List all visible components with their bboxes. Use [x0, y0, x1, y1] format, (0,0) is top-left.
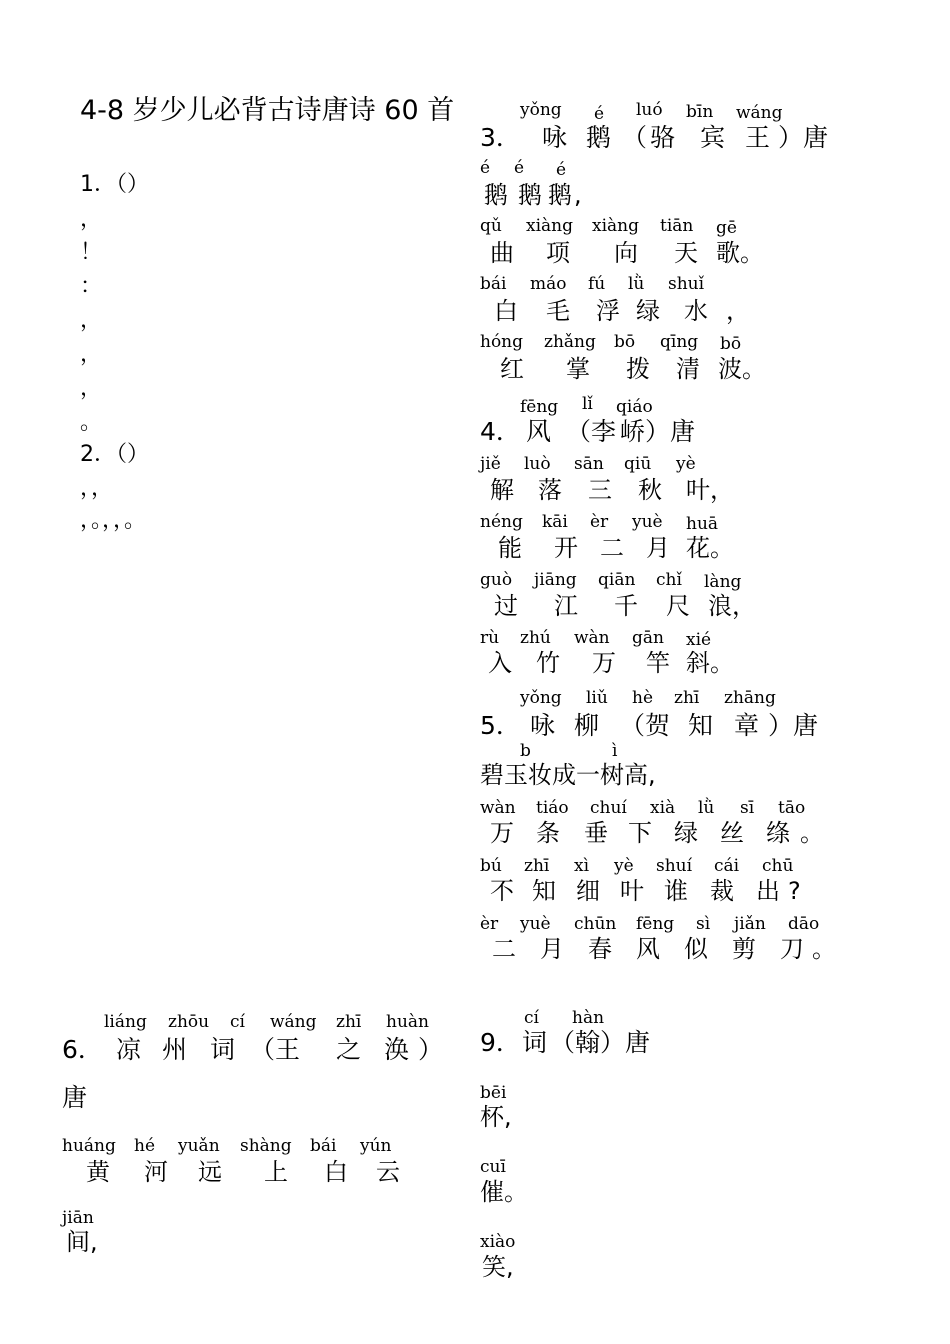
poem-char: 。	[800, 819, 824, 847]
pinyin: èr	[590, 512, 609, 532]
pinyin: gān	[632, 628, 664, 648]
poem-char: 绿	[674, 819, 698, 847]
pinyin: jiāng	[534, 570, 577, 590]
pinyin: bīn	[686, 102, 714, 122]
poem-1-line: ，	[80, 308, 103, 333]
poem-char: 千	[614, 592, 638, 620]
poem-char: 项	[546, 239, 570, 267]
poem-char: 歌。	[716, 239, 764, 267]
title-char: 骆	[650, 123, 676, 152]
pinyin: xié	[686, 630, 712, 650]
pinyin: yuè	[632, 512, 663, 532]
poem-number: 6．	[62, 1035, 103, 1064]
pinyin: zhāng	[724, 688, 776, 708]
poem-char: ，	[726, 297, 750, 325]
title-char: 章	[734, 711, 760, 740]
pinyin: bú	[480, 856, 502, 876]
title-char: ）	[418, 1035, 444, 1064]
pinyin: huā	[686, 514, 719, 534]
pinyin: cuī	[480, 1157, 506, 1177]
title-char: （王	[250, 1035, 301, 1064]
poem-char: 风	[636, 935, 660, 963]
pinyin: xiàng	[592, 216, 639, 236]
poem-char: 刀	[780, 935, 804, 963]
page-title: 4-8 岁少儿必背古诗唐诗 60 首	[80, 95, 455, 126]
pinyin: bái	[480, 274, 507, 294]
poem-char: 似	[684, 935, 708, 963]
pinyin: néng	[480, 512, 523, 532]
pinyin: shuí	[656, 856, 693, 876]
title-char: 之	[336, 1035, 362, 1064]
poem-char: 曲	[490, 239, 514, 267]
pinyin: luò	[524, 454, 551, 474]
pinyin: tiáo	[536, 798, 569, 818]
pinyin: qiáo	[616, 397, 653, 417]
pinyin: yè	[614, 856, 634, 876]
poem-char: 春	[588, 935, 612, 963]
title-char: 凉	[116, 1035, 142, 1064]
poem-char: 能	[498, 534, 522, 562]
poem-char: 裁	[710, 877, 734, 905]
poem-char: 浪，	[708, 592, 756, 620]
poem-char: 叶	[620, 877, 644, 905]
title-char: 宾	[700, 123, 726, 152]
pinyin: xiàng	[526, 216, 573, 236]
pinyin: jiǎn	[734, 914, 766, 934]
poem-char: 三	[588, 476, 612, 504]
title-char: 咏	[542, 123, 568, 152]
pinyin: yún	[360, 1136, 392, 1156]
title-char: 唐	[62, 1083, 88, 1112]
poem-char: 谁	[664, 877, 688, 905]
poem-char: 上	[264, 1158, 288, 1186]
title-char: 王	[745, 123, 771, 152]
title-char: （翰）唐	[550, 1028, 651, 1057]
pinyin: shuǐ	[668, 274, 705, 294]
poem-char: 万	[490, 819, 514, 847]
poem-2-line: ，，	[80, 476, 114, 501]
poem-number: 9．	[480, 1028, 521, 1057]
poem-char: 细	[576, 877, 600, 905]
pinyin: máo	[530, 274, 567, 294]
poem-char: 鹅	[484, 181, 508, 209]
poem-char: 。	[812, 935, 836, 963]
pinyin: zhǎng	[544, 332, 596, 352]
poem-char: 落	[538, 476, 562, 504]
pinyin: dāo	[788, 914, 820, 934]
poem-char: 知	[532, 877, 556, 905]
poem-char: 黄	[86, 1158, 110, 1186]
title-char: 峤）唐	[620, 417, 696, 446]
title-char: （李	[566, 417, 617, 446]
title-char: （	[622, 123, 648, 152]
poem-char: 二	[600, 534, 624, 562]
pinyin: rù	[480, 628, 500, 648]
pinyin: liǔ	[586, 688, 608, 708]
poem-char: 间,	[66, 1228, 98, 1256]
poem-line: 碧玉妆成一树高,	[480, 761, 656, 789]
poem-char: 月	[540, 935, 564, 963]
poem-number: 3．	[480, 123, 521, 152]
pinyin: tāo	[778, 798, 806, 818]
pinyin: ì	[612, 741, 618, 761]
poem-1-line: ，	[80, 376, 103, 401]
pinyin: sān	[574, 454, 604, 474]
pinyin: làng	[704, 572, 742, 592]
pinyin: yuǎn	[178, 1136, 220, 1156]
poem-char: 条	[536, 819, 560, 847]
pinyin: chǐ	[656, 570, 682, 590]
poem-char: 竹	[536, 649, 560, 677]
pinyin: é	[556, 160, 567, 180]
title-char: 词	[522, 1028, 548, 1057]
pinyin: chūn	[574, 914, 617, 934]
pinyin: yè	[676, 454, 696, 474]
pinyin: fēng	[520, 397, 559, 417]
pinyin: cí	[524, 1008, 539, 1028]
pinyin: zhú	[520, 628, 551, 648]
pinyin: qǔ	[480, 216, 502, 236]
poem-char: 远	[198, 1158, 222, 1186]
pinyin: zhī	[524, 856, 550, 876]
pinyin: chū	[762, 856, 794, 876]
pinyin: lǜ	[628, 274, 645, 294]
title-char: ）唐	[768, 711, 819, 740]
pinyin: kāi	[542, 512, 568, 532]
pinyin: luó	[636, 100, 663, 120]
pinyin: zhōu	[168, 1012, 210, 1032]
title-char: 风	[526, 417, 552, 446]
poem-char: 出	[756, 877, 780, 905]
pinyin: qiān	[598, 570, 636, 590]
title-char: 鹅	[586, 123, 612, 152]
pinyin: èr	[480, 914, 499, 934]
poem-char: 绿	[636, 297, 660, 325]
poem-char: 向	[614, 239, 638, 267]
pinyin: é	[514, 158, 525, 178]
pinyin: yǒng	[520, 100, 562, 120]
title-char: （贺	[620, 711, 671, 740]
poem-number: 5．	[480, 711, 521, 740]
poem-char: 解	[490, 476, 514, 504]
poem-char: ,	[574, 181, 582, 209]
pinyin: cí	[230, 1012, 245, 1032]
poem-char: 掌	[566, 355, 590, 383]
pinyin: guò	[480, 570, 513, 590]
poem-char: 尺	[666, 592, 690, 620]
poem-char: 月	[646, 534, 670, 562]
poem-char: 拨	[626, 355, 650, 383]
poem-char: 清	[676, 355, 700, 383]
poem-1-line: ！	[80, 240, 103, 265]
poem-char: ?	[788, 877, 801, 905]
poem-number: 4．	[480, 417, 521, 446]
pinyin: qiū	[624, 454, 652, 474]
pinyin: jiān	[62, 1208, 94, 1228]
pinyin: zhī	[336, 1012, 362, 1032]
pinyin: huàn	[386, 1012, 429, 1032]
poem-char: 万	[592, 649, 616, 677]
poem-char: 天	[674, 239, 698, 267]
poem-char: 云	[376, 1158, 400, 1186]
poem-char: 白	[494, 297, 518, 325]
poem-1-line: 。	[80, 410, 103, 435]
pinyin: gē	[716, 218, 737, 238]
pinyin: sì	[696, 914, 711, 934]
poem-1-line: ，	[80, 342, 103, 367]
title-char: 知	[688, 711, 714, 740]
pinyin: é	[480, 158, 491, 178]
pinyin: yǒng	[520, 688, 562, 708]
pinyin: wàn	[574, 628, 610, 648]
title-char: 咏	[530, 711, 556, 740]
poem-1-line: ：	[80, 274, 103, 299]
pinyin: tiān	[660, 216, 694, 236]
pinyin: hè	[632, 688, 654, 708]
poem-char: 杯,	[480, 1103, 512, 1131]
pinyin: hóng	[480, 332, 524, 352]
poem-char: 鹅	[518, 181, 542, 209]
poem-char: 过	[494, 592, 518, 620]
poem-2-heading: 2．（）	[80, 442, 149, 467]
title-char: 州	[162, 1035, 188, 1064]
pinyin: wàn	[480, 798, 516, 818]
pinyin: wáng	[270, 1012, 317, 1032]
pinyin: xì	[574, 856, 590, 876]
pinyin: zhī	[674, 688, 700, 708]
poem-char: 绦	[766, 819, 790, 847]
title-char: 词	[210, 1035, 236, 1064]
poem-char: 水	[684, 297, 708, 325]
poem-char: 河	[144, 1158, 168, 1186]
poem-1-heading: 1．（）	[80, 172, 149, 197]
pinyin: bō	[720, 334, 742, 354]
poem-char: 毛	[546, 297, 570, 325]
pinyin: cái	[714, 856, 740, 876]
poem-char: 叶，	[686, 476, 734, 504]
poem-char: 丝	[720, 819, 744, 847]
poem-char: 二	[492, 935, 516, 963]
pinyin: chuí	[590, 798, 627, 818]
title-char: 柳	[574, 711, 600, 740]
pinyin: xiào	[480, 1232, 516, 1252]
poem-char: 垂	[584, 819, 608, 847]
poem-char: 下	[628, 819, 652, 847]
pinyin: shàng	[240, 1136, 292, 1156]
pinyin: hàn	[572, 1008, 605, 1028]
poem-char: 秋	[638, 476, 662, 504]
pinyin: jiě	[480, 454, 501, 474]
pinyin: xià	[650, 798, 676, 818]
pinyin: yuè	[520, 914, 551, 934]
poem-char: 开	[554, 534, 578, 562]
poem-char: 不	[490, 877, 514, 905]
poem-char: 白	[324, 1158, 348, 1186]
pinyin: fú	[588, 274, 606, 294]
title-char: 涣	[384, 1035, 410, 1064]
poem-char: 波。	[718, 355, 766, 383]
title-char: ）唐	[778, 123, 829, 152]
poem-char: 竿	[646, 649, 670, 677]
poem-char: 笑,	[482, 1253, 514, 1281]
poem-2-line: ，。，，。	[80, 508, 147, 533]
poem-char: 花。	[686, 534, 734, 562]
pinyin: bō	[614, 332, 636, 352]
poem-char: 红	[500, 355, 524, 383]
poem-char: 江	[554, 592, 578, 620]
poem-char: 斜。	[686, 649, 734, 677]
pinyin: sī	[740, 798, 755, 818]
pinyin: hé	[134, 1136, 156, 1156]
pinyin: lǜ	[698, 798, 715, 818]
poem-char: 浮	[596, 297, 620, 325]
pinyin: huáng	[62, 1136, 116, 1156]
poem-1-line: ，	[80, 207, 103, 232]
pinyin: b	[520, 741, 531, 761]
pinyin: lǐ	[582, 394, 593, 414]
poem-char: 入	[488, 649, 512, 677]
pinyin: liáng	[104, 1012, 147, 1032]
poem-char: 鹅	[548, 181, 572, 209]
poem-char: 剪	[732, 935, 756, 963]
pinyin: qīng	[660, 332, 699, 352]
pinyin: bēi	[480, 1083, 507, 1103]
pinyin: fēng	[636, 914, 675, 934]
poem-char: 催。	[480, 1178, 528, 1206]
pinyin: wáng	[736, 103, 783, 123]
pinyin: bái	[310, 1136, 337, 1156]
pinyin: é	[594, 104, 605, 124]
